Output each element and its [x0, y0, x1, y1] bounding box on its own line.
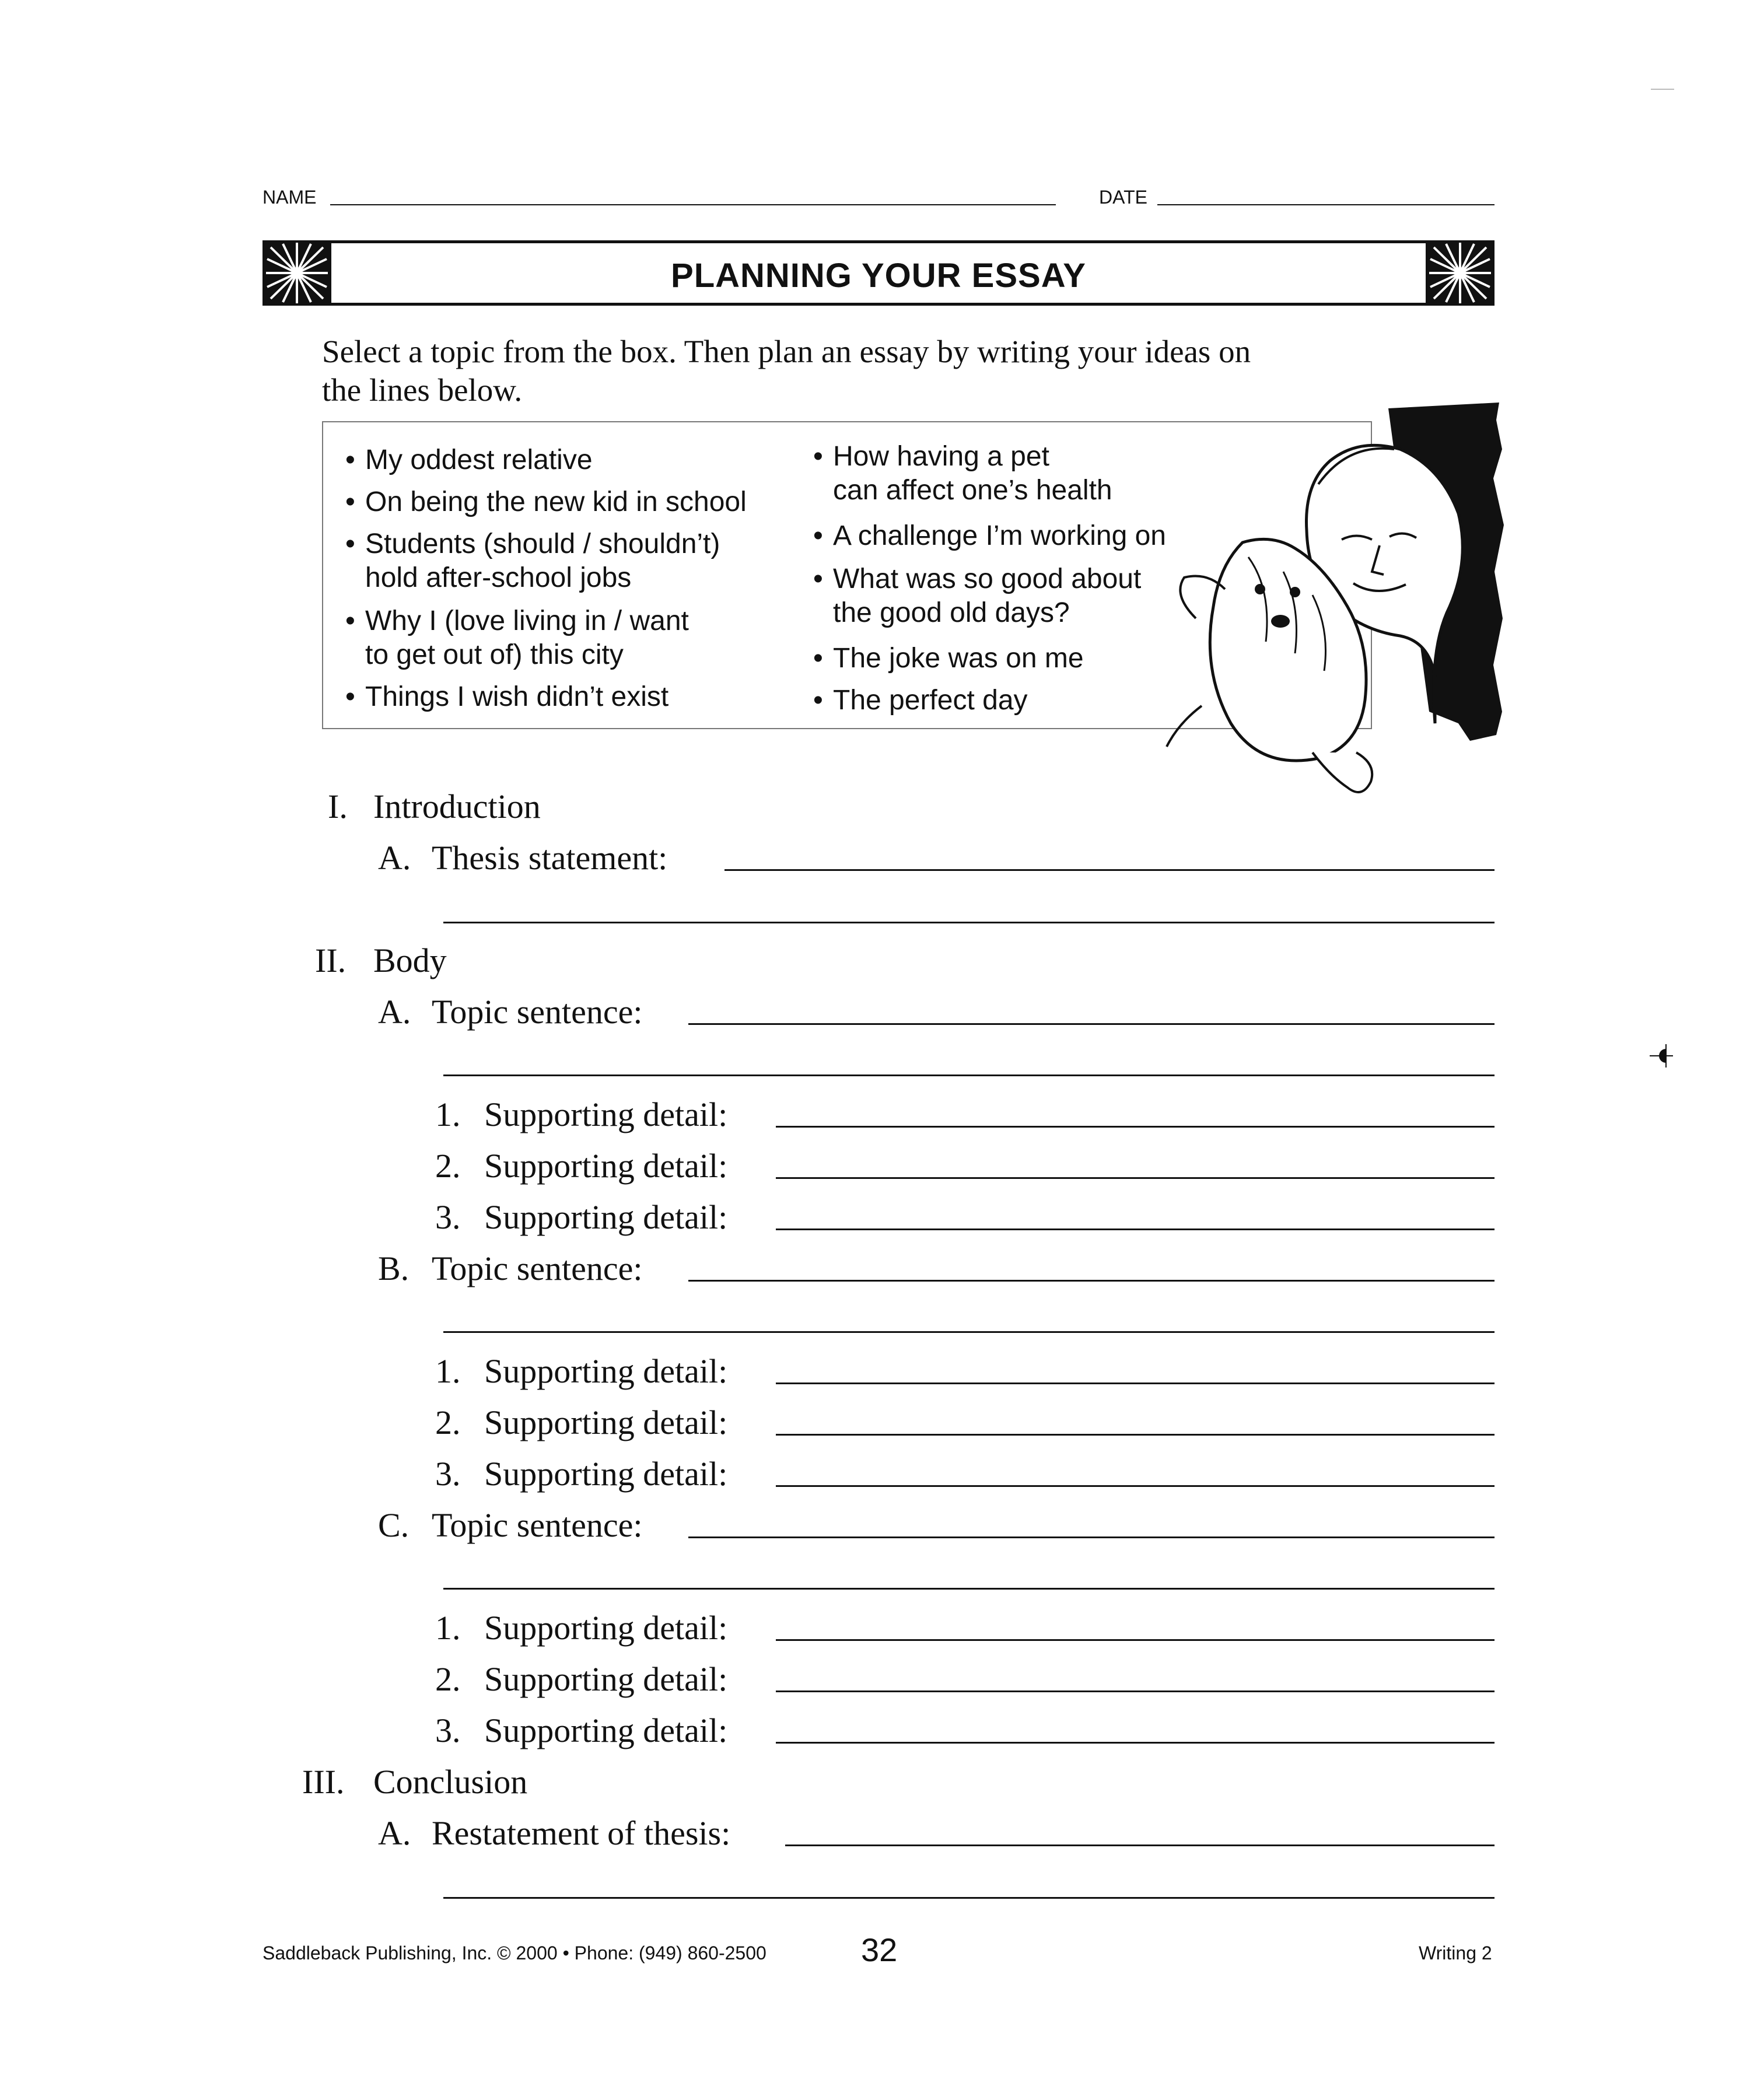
supporting-detail-label: Supporting detail: [484, 1712, 728, 1749]
topic-sentence-label: Topic sentence: [432, 993, 643, 1031]
detail-number: 3. [435, 1198, 461, 1236]
detail-number: 3. [435, 1712, 461, 1749]
supporting-detail-label: Supporting detail: [484, 1455, 728, 1493]
detail-number: 2. [435, 1147, 461, 1185]
topic-item: • How having a pet can affect one’s health [813, 441, 1112, 506]
topic-sentence-label: Topic sentence: [432, 1506, 643, 1544]
outline-roman-2: II. [315, 942, 346, 979]
starburst-icon [262, 240, 331, 306]
supporting-detail-line[interactable] [776, 1742, 1494, 1744]
detail-number: 3. [435, 1455, 461, 1493]
supporting-detail-label: Supporting detail: [484, 1352, 728, 1390]
page-number: 32 [861, 1931, 898, 1968]
topic-sentence-label: Topic sentence: [432, 1250, 643, 1287]
topic-item: • A challenge I’m working on [813, 520, 1166, 551]
date-line[interactable] [1157, 204, 1494, 205]
publisher-credit: Saddleback Publishing, Inc. © 2000 • Phone: (949) 860-2500 [262, 1943, 766, 1964]
detail-number: 1. [435, 1609, 461, 1647]
instructions: Select a topic from the box. Then plan an essay by writing your ideas on the lines below. [322, 334, 1251, 408]
series-label: Writing 2 [1419, 1943, 1492, 1964]
supporting-detail-line[interactable] [776, 1690, 1494, 1692]
outline-letter: A. [378, 839, 411, 877]
starburst-icon [1426, 240, 1494, 306]
detail-number: 2. [435, 1404, 461, 1441]
thesis-line[interactable] [724, 869, 1494, 871]
thesis-label: Thesis statement: [432, 839, 668, 877]
topic-sentence-line-continued[interactable] [443, 1588, 1494, 1590]
topic-item: • What was so good about the good old days? [813, 564, 1142, 628]
topic-sentence-line-continued[interactable] [443, 1331, 1494, 1333]
supporting-detail-line[interactable] [776, 1126, 1494, 1128]
supporting-detail-label: Supporting detail: [484, 1198, 728, 1236]
supporting-detail-line[interactable] [776, 1434, 1494, 1436]
name-line[interactable] [330, 204, 1056, 205]
thesis-line-continued[interactable] [443, 922, 1494, 923]
topic-item: • Students (should / shouldn’t) hold after-school jobs [345, 528, 720, 593]
outline-roman-3: III. [302, 1763, 345, 1801]
detail-number: 2. [435, 1660, 461, 1698]
date-label: DATE [1099, 187, 1147, 208]
page-title: PLANNING YOUR ESSAY [671, 257, 1086, 295]
section-heading-conclusion: Conclusion [373, 1763, 528, 1801]
topic-item: • Why I (love living in / want to get out of) this city [345, 606, 689, 670]
topic-sentence-line[interactable] [688, 1280, 1494, 1282]
supporting-detail-label: Supporting detail: [484, 1404, 728, 1441]
topic-item: • The perfect day [813, 685, 1028, 716]
outline-letter: B. [378, 1250, 410, 1287]
topic-item: • On being the new kid in school [345, 487, 747, 517]
topic-sentence-line[interactable] [688, 1536, 1494, 1538]
title-bar [262, 240, 1494, 306]
topic-item: • The joke was on me [813, 643, 1084, 674]
detail-number: 1. [435, 1352, 461, 1390]
outline-letter: C. [378, 1506, 410, 1544]
detail-number: 1. [435, 1096, 461, 1133]
section-heading-introduction: Introduction [373, 788, 541, 825]
supporting-detail-line[interactable] [776, 1228, 1494, 1230]
name-label: NAME [262, 187, 317, 208]
outline-letter: A. [378, 1814, 411, 1852]
supporting-detail-label: Supporting detail: [484, 1096, 728, 1133]
topic-item: • My oddest relative [345, 444, 593, 475]
section-heading-body: Body [373, 942, 447, 979]
supporting-detail-line[interactable] [776, 1177, 1494, 1179]
supporting-detail-line[interactable] [776, 1639, 1494, 1641]
topic-sentence-line[interactable] [688, 1023, 1494, 1025]
supporting-detail-label: Supporting detail: [484, 1609, 728, 1647]
outline-letter: A. [378, 993, 411, 1031]
restatement-line[interactable] [785, 1845, 1494, 1846]
restatement-label: Restatement of thesis: [432, 1814, 731, 1852]
crop-mark-top-right [1651, 89, 1674, 90]
supporting-detail-line[interactable] [776, 1485, 1494, 1487]
outline-roman-1: I. [328, 788, 348, 825]
topic-sentence-line-continued[interactable] [443, 1074, 1494, 1076]
supporting-detail-label: Supporting detail: [484, 1147, 728, 1185]
man-with-dog-illustration [1155, 397, 1505, 805]
restatement-line-continued[interactable] [443, 1897, 1494, 1899]
registration-mark-icon [1650, 1044, 1673, 1068]
topic-item: • Things I wish didn’t exist [345, 681, 669, 712]
supporting-detail-line[interactable] [776, 1382, 1494, 1384]
supporting-detail-label: Supporting detail: [484, 1660, 728, 1698]
